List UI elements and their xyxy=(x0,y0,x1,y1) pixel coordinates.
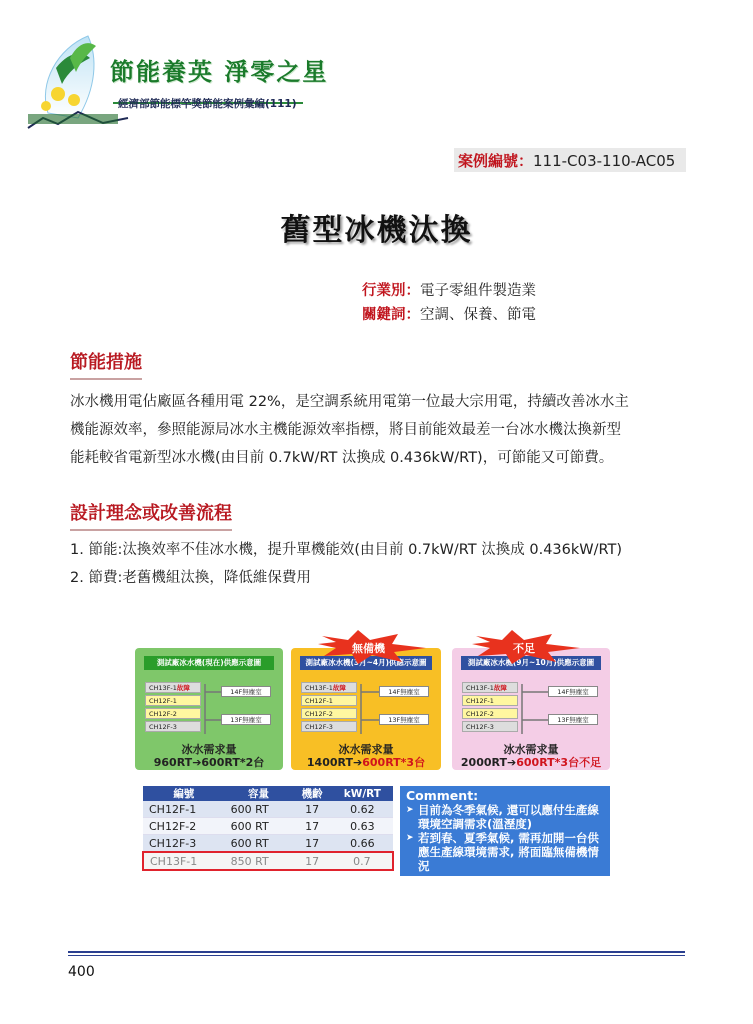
comment-title: Comment: xyxy=(406,788,479,803)
chiller-name: CH12F-2 xyxy=(305,710,333,718)
cleanroom-box: 14F無塵室 xyxy=(221,686,271,697)
comment-item: ➤ 若到春、夏季氣候, 需再加開一台供應生產線環境需求, 將面臨無備機情況 xyxy=(406,831,604,873)
footer-rule-thick xyxy=(68,951,685,953)
cleanroom-box: 14F無塵室 xyxy=(379,686,429,697)
demand-values xyxy=(291,754,441,770)
industry-line xyxy=(362,279,536,300)
demand-label: 冰水需求量 xyxy=(338,743,394,756)
cell-capacity: 600 RT xyxy=(225,818,293,835)
chiller-name: CH12F-2 xyxy=(466,710,494,718)
cleanroom-box: 13F無塵室 xyxy=(221,714,271,725)
chiller-chip xyxy=(301,708,357,719)
chiller-chip xyxy=(301,682,357,693)
cell-id: CH12F-3 xyxy=(143,835,225,853)
cleanroom-box: 13F無塵室 xyxy=(548,714,598,725)
chiller-name: CH13F-1 xyxy=(466,684,494,692)
chiller-panel xyxy=(135,648,283,770)
cell-id: CH12F-1 xyxy=(143,801,225,818)
cell-age: 17 xyxy=(292,835,331,853)
paragraph-line: 機能源效率，參照能源局冰水主機能源效率指標，將目前能效最差一台冰水機汰換新型 xyxy=(70,422,621,438)
chiller-name: CH12F-3 xyxy=(149,723,177,731)
cell-age: 17 xyxy=(292,801,331,818)
demand-supply: 600RT*2台 xyxy=(201,756,265,769)
col-header-age: 機齡 xyxy=(292,786,331,801)
cell-capacity: 600 RT xyxy=(225,835,293,853)
logo-title: 節能養英 淨零之星 xyxy=(110,57,329,86)
case-number-label: 案例編號： xyxy=(458,152,534,170)
chiller-name: CH12F-3 xyxy=(466,723,494,731)
chiller-chip xyxy=(462,721,518,732)
table-row xyxy=(143,835,393,853)
chiller-chip xyxy=(462,695,518,706)
cell-age: 17 xyxy=(292,818,331,835)
chiller-chip xyxy=(301,721,357,732)
paragraph-line: 能耗較省電新型冰水機(由目前 0.7kW/RT 汰換成 0.436kW/RT)，可節能又可節費。 xyxy=(70,450,614,466)
chiller-name: CH12F-3 xyxy=(305,723,333,731)
table-row xyxy=(143,801,393,818)
demand-label: 冰水需求量 xyxy=(503,743,559,756)
comment-item: ➤ 目前為冬季氣候, 還可以應付生產線環境空調需求(溫溼度) xyxy=(406,803,604,831)
chiller-panel xyxy=(452,648,610,770)
cell-efficiency: 0.62 xyxy=(332,801,393,818)
paragraph-line: 冰水機用電佔廠區各種用電 22%，是空調系統用電第一位最大宗用電，持續改善冰水主 xyxy=(70,394,629,410)
chiller-name: CH12F-1 xyxy=(149,697,177,705)
arrow-right-icon: ➔ xyxy=(507,756,517,769)
table-row-highlighted xyxy=(143,852,393,870)
cell-id: CH13F-1 xyxy=(143,852,225,870)
cell-capacity: 600 RT xyxy=(225,801,293,818)
demand-values xyxy=(452,754,610,770)
measures-paragraph xyxy=(70,388,700,472)
arrow-right-icon: ➔ xyxy=(192,756,202,769)
keywords-value: 空調、保養、節電 xyxy=(420,307,536,323)
chiller-chip xyxy=(301,695,357,706)
industry-label: 行業別： xyxy=(362,283,420,299)
case-number-value: 111-C03-110-AC05 xyxy=(533,152,676,170)
cell-age: 17 xyxy=(292,852,331,870)
demand-required: 2000RT xyxy=(460,756,508,769)
design-list xyxy=(70,536,700,592)
demand-values xyxy=(135,754,283,770)
cell-id: CH12F-2 xyxy=(143,818,225,835)
fault-tag: 故障 xyxy=(493,684,507,692)
chiller-name: CH13F-1 xyxy=(149,684,177,692)
cell-efficiency: 0.63 xyxy=(332,818,393,835)
fault-tag: 故障 xyxy=(332,684,346,692)
footer-rule-thin xyxy=(68,955,685,956)
logo-subtitle: 經濟部節能標竿獎節能案例彙編(111) xyxy=(118,98,297,110)
chiller-chip xyxy=(145,695,201,706)
keywords-line xyxy=(362,303,536,324)
chiller-name: CH12F-1 xyxy=(466,697,494,705)
chiller-chip xyxy=(462,708,518,719)
panel-title: 測試廠冰水機(現在)供應示意圖 xyxy=(144,656,274,670)
chiller-name: CH13F-1 xyxy=(305,684,333,692)
cell-efficiency: 0.66 xyxy=(332,835,393,853)
demand-supply: 600RT*3台不足 xyxy=(516,756,602,769)
industry-value: 電子零組件製造業 xyxy=(420,283,536,299)
list-item: 1. 節能:汰換效率不佳冰水機，提升單機能效(由目前 0.7kW/RT 汰換成 0.436kW/RT) xyxy=(70,542,623,558)
chiller-name: CH12F-2 xyxy=(149,710,177,718)
keywords-label: 關鍵詞： xyxy=(362,307,420,323)
no-backup-label: 無備機 xyxy=(352,642,385,655)
section-heading-design: 設計理念或改善流程 xyxy=(70,499,232,531)
comment-list xyxy=(406,803,604,873)
chiller-chip xyxy=(145,708,201,719)
panel-title: 測試廠冰水機(9月~10月)供應示意圖 xyxy=(461,656,601,670)
demand-supply: 600RT*3台 xyxy=(362,756,426,769)
case-number xyxy=(458,150,675,171)
cell-efficiency: 0.7 xyxy=(332,852,393,870)
section-heading-measures: 節能措施 xyxy=(70,348,142,380)
col-header-capacity: 容量 xyxy=(225,786,293,801)
chiller-chip xyxy=(462,682,518,693)
chiller-name: CH12F-1 xyxy=(305,697,333,705)
page-title: 舊型冰機汰換 xyxy=(280,213,473,248)
chiller-chip xyxy=(145,682,201,693)
col-header-efficiency: kW/RT xyxy=(332,786,393,801)
fault-tag: 故障 xyxy=(176,684,190,692)
chiller-spec-table xyxy=(142,786,394,871)
demand-required: 1400RT xyxy=(306,756,354,769)
col-header-id: 編號 xyxy=(143,786,225,801)
cell-capacity: 850 RT xyxy=(225,852,293,870)
chiller-chip xyxy=(145,721,201,732)
panel-title: 測試廠冰水機(3月~4月)供應示意圖 xyxy=(300,656,432,670)
arrow-right-icon: ➔ xyxy=(353,756,363,769)
cleanroom-box: 14F無塵室 xyxy=(548,686,598,697)
cleanroom-box: 13F無塵室 xyxy=(379,714,429,725)
table-header-row xyxy=(143,786,393,801)
list-item: 2. 節費:老舊機組汰換，降低維保費用 xyxy=(70,570,311,586)
table-row xyxy=(143,818,393,835)
chiller-panel xyxy=(291,648,441,770)
insufficient-label: 不足 xyxy=(513,642,535,655)
page-number: 400 xyxy=(68,964,95,980)
comment-box xyxy=(400,786,610,876)
demand-required: 960RT xyxy=(153,756,193,769)
demand-label: 冰水需求量 xyxy=(181,743,237,756)
